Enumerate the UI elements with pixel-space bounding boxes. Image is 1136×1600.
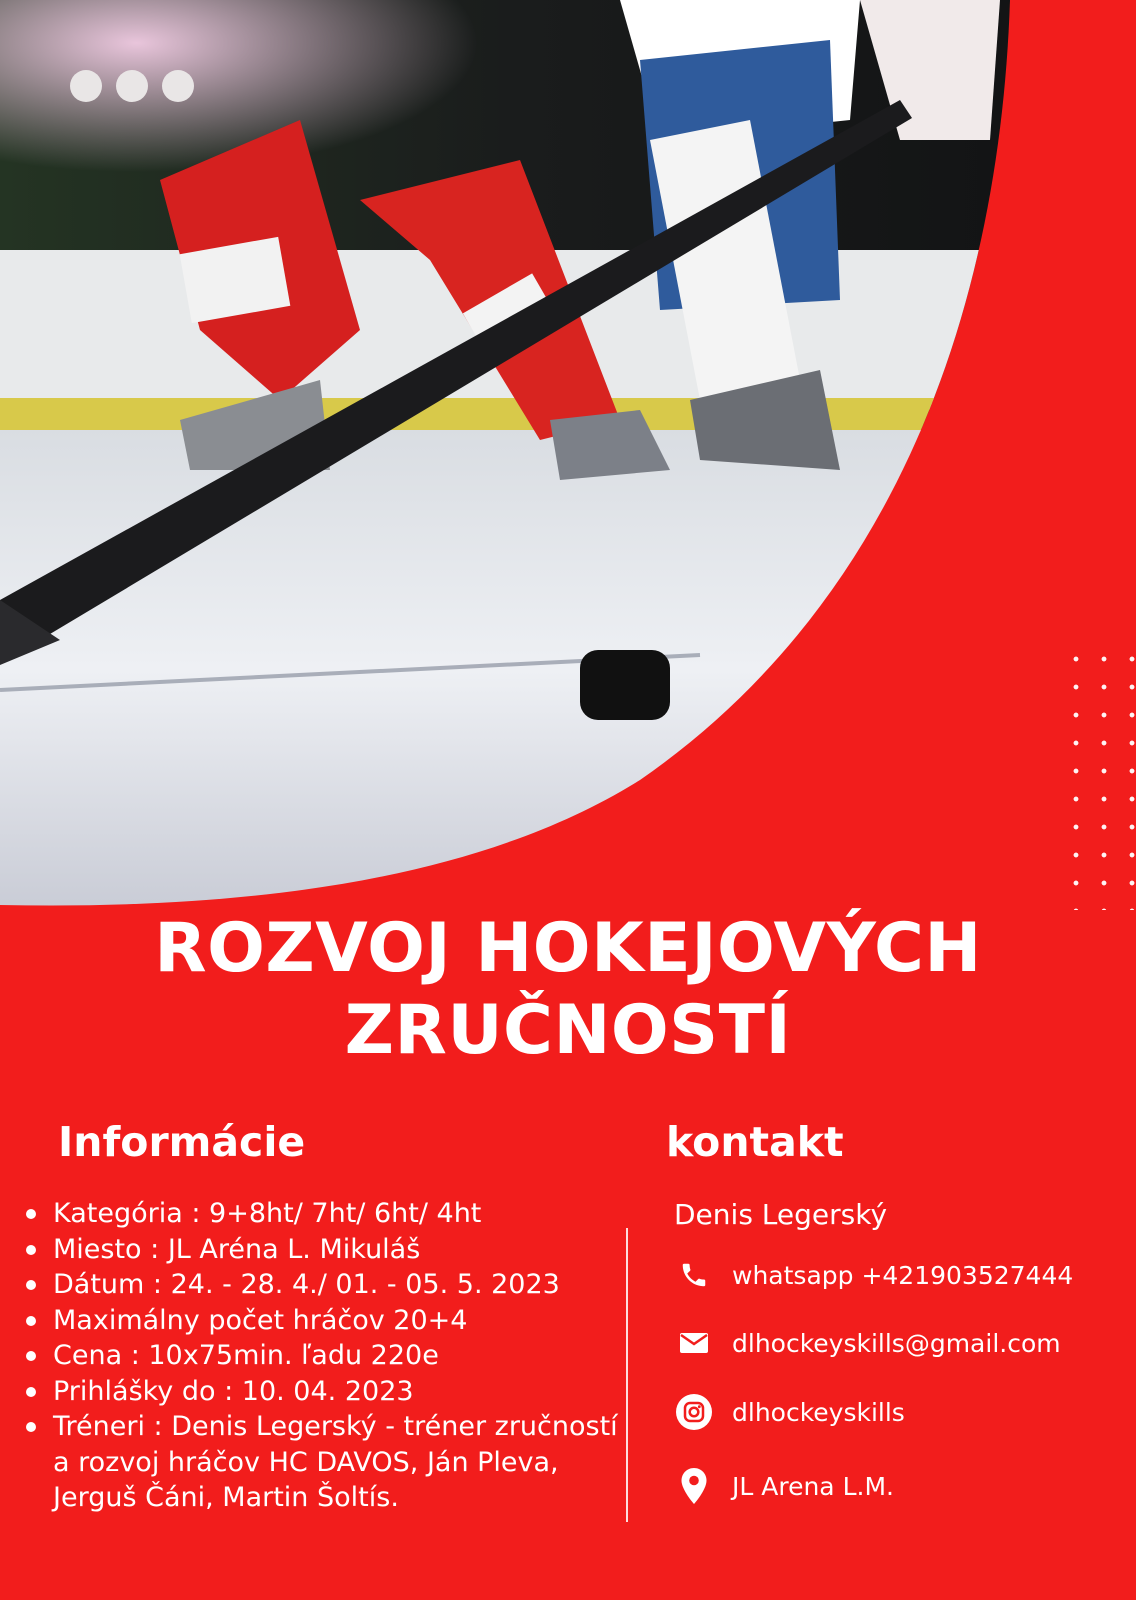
info-list (22, 1196, 622, 1516)
dot (70, 70, 102, 102)
info-item-coaches: Tréneri : Denis Legerský - tréner zručností a rozvoj hráčov HC DAVOS, Ján Pleva, Jerguš Čáni, Martin Šoltís. (22, 1409, 622, 1516)
location-text: JL Arena L.M. (732, 1471, 894, 1501)
info-item-max-players: Maximálny počet hráčov 20+4 (22, 1303, 622, 1339)
dot-grid-decoration (1062, 645, 1136, 910)
info-item-location: Miesto : JL Aréna L. Mikuláš (22, 1232, 622, 1268)
info-item-date: Dátum : 24. - 28. 4./ 01. - 05. 5. 2023 (22, 1267, 622, 1303)
contact-name: Denis Legerský (674, 1198, 888, 1231)
contact-instagram[interactable] (674, 1392, 905, 1432)
contact-heading: kontakt (666, 1118, 844, 1166)
contact-email[interactable] (674, 1323, 1061, 1363)
info-heading: Informácie (58, 1118, 306, 1166)
title-line-1: ROZVOJ HOKEJOVÝCH (154, 909, 982, 988)
location-pin-icon (674, 1466, 714, 1506)
column-divider (626, 1228, 628, 1522)
decorative-dots (70, 70, 194, 102)
instagram-icon (674, 1392, 714, 1432)
title-line-2: ZRUČNOSTÍ (344, 991, 792, 1070)
dot (162, 70, 194, 102)
instagram-text: dlhockeyskills (732, 1397, 905, 1427)
contact-whatsapp[interactable] (674, 1255, 1073, 1295)
email-text: dlhockeyskills@gmail.com (732, 1328, 1061, 1358)
info-item-category: Kategória : 9+8ht/ 7ht/ 6ht/ 4ht (22, 1196, 622, 1232)
poster-title (0, 908, 1136, 1072)
dot (116, 70, 148, 102)
info-item-deadline: Prihlášky do : 10. 04. 2023 (22, 1374, 622, 1410)
whatsapp-text: whatsapp +421903527444 (732, 1260, 1074, 1290)
contact-location[interactable] (674, 1466, 894, 1506)
phone-icon (674, 1255, 714, 1295)
mail-icon (674, 1323, 714, 1363)
info-item-price: Cena : 10x75min. ľadu 220e (22, 1338, 622, 1374)
